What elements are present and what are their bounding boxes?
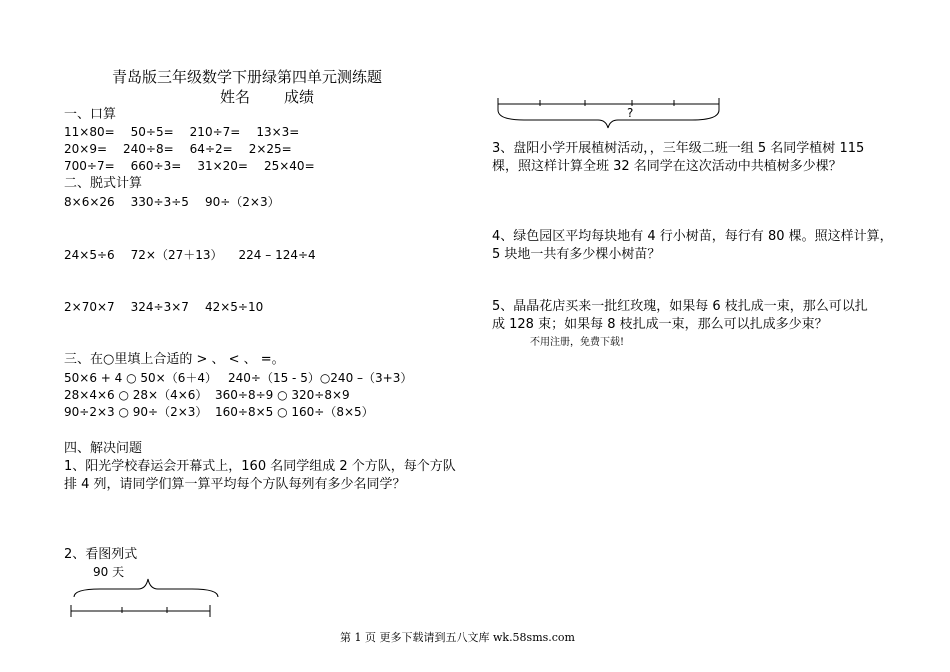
oral-item: 700÷7=	[64, 159, 115, 173]
oral-item: 50÷5=	[130, 125, 174, 139]
q3-line-diagram	[494, 94, 726, 134]
question-4-line2: 5 块地一共有多少棵小树苗？	[492, 247, 661, 262]
q2-line-diagram	[60, 575, 220, 620]
page-footer: 第 1 页 更多下载请到五八文库 wk.58sms.com	[340, 631, 575, 644]
question-3-line2: 棵，照这样计算全班 32 名同学在这次活动中共植树多少棵？	[492, 159, 842, 174]
compare-item: 28×4×6 ○ 28×（4×6）	[64, 388, 208, 402]
free-download-note: 不用注册，免费下载!	[530, 337, 625, 348]
oral-row-1	[64, 124, 315, 140]
calc-row-2	[64, 247, 332, 263]
section2-heading: 二、脱式计算	[64, 176, 143, 191]
calc-item: 324÷3×7	[130, 300, 189, 314]
oral-item: 210÷7=	[189, 125, 241, 139]
calc-item: 24×5÷6	[64, 248, 115, 262]
q2-brace	[74, 579, 218, 597]
oral-item: 240÷8=	[123, 142, 174, 156]
question-1-line2: 排 4 列，请同学们算一算平均每个方队每列有多少名同学？	[64, 477, 406, 492]
calc-item: 8×6×26	[64, 195, 115, 209]
q2-brace-label: 90 天	[93, 565, 125, 579]
calc-row-3	[64, 299, 279, 315]
name-label: 姓名	[220, 88, 251, 106]
question-5-line1: 5、晶晶花店买来一批红玫瑰，如果每 6 枝扎成一束，那么可以扎	[492, 299, 868, 314]
question-4-line1: 4、绿色园区平均每块地有 4 行小树苗，每行有 80 棵。照这样计算，	[492, 229, 893, 244]
section4-heading: 四、解决问题	[64, 441, 143, 456]
question-5-line2: 成 128 束；如果每 8 枝扎成一束，那么可以扎成多少束？	[492, 317, 828, 332]
compare-item: 160÷8×5 ○ 160÷（8×5）	[215, 405, 374, 419]
calc-item: 330÷3÷5	[130, 195, 189, 209]
oral-item: 25×40=	[263, 159, 315, 173]
question-1-line1: 1、阳光学校春运会开幕式上，160 名同学组成 2 个方队，每个方队	[64, 459, 456, 474]
oral-item: 64÷2=	[189, 142, 233, 156]
q3-brace	[498, 110, 719, 128]
calc-item: 72×（27＋13）	[130, 248, 223, 262]
calc-item: 90÷（2×3）	[204, 195, 280, 209]
question-2-heading: 2、看图列式	[64, 547, 138, 562]
compare-item: 50×6 + 4 ○ 50×（6＋4）	[64, 371, 217, 385]
calc-item: 224 – 124÷4	[238, 248, 316, 262]
oral-item: 13×3=	[256, 125, 300, 139]
oral-item: 31×20=	[197, 159, 248, 173]
oral-row-2	[64, 141, 308, 157]
oral-item: 660÷3=	[130, 159, 182, 173]
section1-heading: 一、口算	[64, 107, 117, 122]
compare-item: 90÷2×3 ○ 90÷（2×3）	[64, 405, 208, 419]
oral-item: 20×9=	[64, 142, 108, 156]
page-title: 青岛版三年级数学下册绿第四单元测练题	[112, 68, 383, 86]
section3-heading: 三、在○里填上合适的 > 、 < 、 =。	[64, 352, 285, 367]
oral-row-3	[64, 158, 331, 174]
q3-brace-label: ?	[627, 106, 634, 120]
score-label: 成绩	[284, 88, 315, 106]
calc-row-1	[64, 194, 296, 210]
calc-item: 42×5÷10	[204, 300, 264, 314]
oral-item: 2×25=	[248, 142, 292, 156]
calc-item: 2×70×7	[64, 300, 115, 314]
compare-item: 360÷8÷9 ○ 320÷8×9	[215, 388, 350, 402]
oral-item: 11×80=	[64, 125, 115, 139]
question-3-line1: 3、盘阳小学开展植树活动，，三年级二班一组 5 名同学植树 115	[492, 141, 865, 156]
compare-item: 240÷（15 - 5）○240 –（3+3）	[228, 371, 413, 385]
